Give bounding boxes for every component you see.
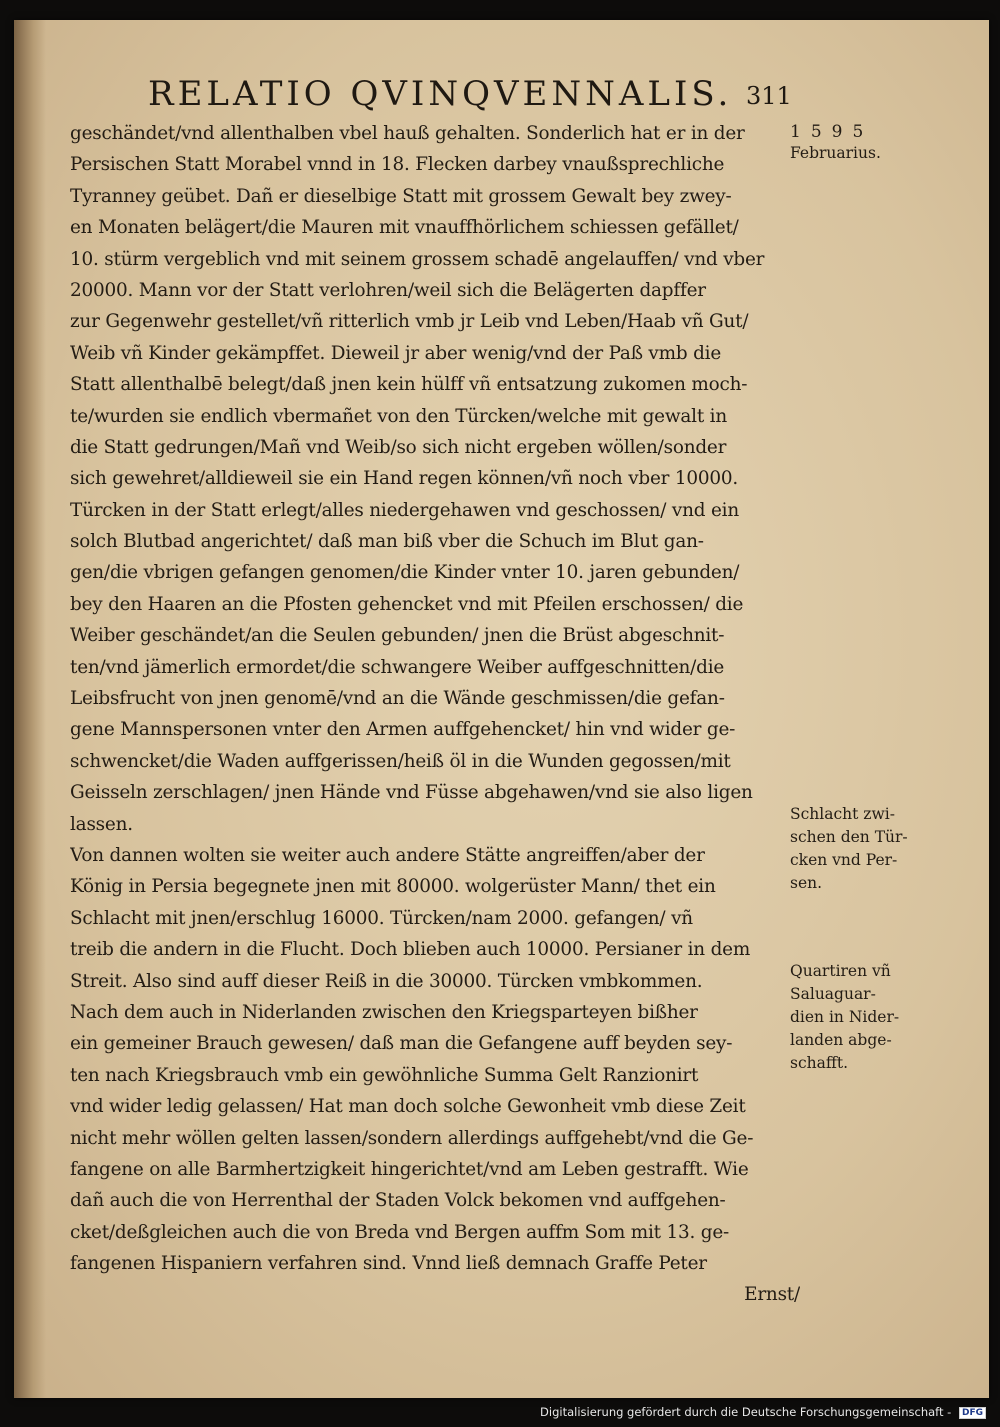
margin-note-line: landen abge- (790, 1031, 892, 1049)
text-line: fangene on alle Barmhertzigkeit hingerichtet/vnd am Leben gestrafft. Wie (70, 1158, 749, 1180)
text-line: Statt allenthalbē belegt/daß jnen kein hülff vñ entsatzung zukomen moch- (70, 374, 748, 396)
text-line: Weib vñ Kinder gekämpffet. Dieweil jr aber wenig/vnd der Paß vmb die (70, 342, 722, 364)
margin-note-line: dien in Nider- (790, 1008, 900, 1026)
text-line: Schlacht mit jnen/erschlug 16000. Türcken/nam 2000. gefangen/ vñ (70, 907, 693, 929)
text-line: Türcken in der Statt erlegt/alles niedergehawen vnd geschossen/ vnd ein (70, 499, 739, 521)
text-line: schwencket/die Waden auffgerissen/heiß öl in die Wunden gegossen/mit (70, 750, 731, 772)
text-line: die Statt gedrungen/Mañ vnd Weib/so sich nicht ergeben wöllen/sonder (70, 436, 727, 458)
catchword: Ernst/ (744, 1284, 800, 1306)
margin-year: 1595 (790, 122, 874, 142)
text-line: König in Persia begegnete jnen mit 80000. wolgerüster Mann/ thet ein (70, 876, 716, 898)
text-line: gen/die vbrigen gefangen genomen/die Kinder vnter 10. jaren gebunden/ (70, 562, 740, 584)
page-number: 311 (746, 82, 792, 110)
margin-note-line: schen den Tür- (790, 828, 908, 846)
dfg-logo-icon: DFG (959, 1407, 986, 1419)
text-line: gene Mannspersonen vnter den Armen auffgehencket/ hin vnd wider ge- (70, 719, 736, 741)
text-line: fangenen Hispaniern verfahren sind. Vnnd ließ demnach Graffe Peter (70, 1253, 707, 1275)
text-line: treib die andern in die Flucht. Doch blieben auch 10000. Persianer in dem (70, 939, 751, 961)
text-line: en Monaten belägert/die Mauren mit vnauffhörlichem schiessen gefället/ (70, 217, 739, 239)
text-line: Streit. Also sind auff dieser Reiß in die 30000. Türcken vmbkommen. (70, 970, 703, 992)
text-line: ein gemeiner Brauch gewesen/ daß man die Gefangene auff beyden sey- (70, 1033, 733, 1055)
text-line: Persischen Statt Morabel vnnd in 18. Flecken darbey vnaußsprechliche (70, 154, 725, 176)
text-line: Weiber geschändet/an die Seulen gebunden/ jnen die Brüst abgeschnit- (70, 625, 725, 647)
body-text (70, 118, 800, 1311)
text-line: vnd wider ledig gelassen/ Hat man doch solche Gewonheit vmb diese Zeit (70, 1096, 746, 1118)
text-line: Von dannen wolten sie weiter auch andere Stätte angreiffen/aber der (70, 844, 705, 866)
text-line: nicht mehr wöllen gelten lassen/sondern allerdings auffgehebt/vnd die Ge- (70, 1127, 754, 1149)
text-line: bey den Haaren an die Pfosten gehencket vnd mit Pfeilen erschossen/ die (70, 593, 744, 615)
text-line: geschändet/vnd allenthalben vbel hauß gehalten. Sonderlich hat er in der (70, 123, 745, 144)
text-line: lassen. (70, 813, 133, 835)
margin-note-line: Quartiren vñ (790, 962, 891, 980)
margin-note-line: Schlacht zwi- (790, 805, 895, 823)
margin-note-line: Saluaguar- (790, 985, 876, 1003)
footer-credit (540, 1405, 986, 1419)
margin-note-line: schafft. (790, 1054, 849, 1072)
text-line: ten nach Kriegsbrauch vmb ein gewöhnliche Summa Gelt Ranzionirt (70, 1064, 699, 1086)
margin-date (790, 122, 935, 165)
text-line: Leibsfrucht von jnen genomē/vnd an die Wände geschmissen/die gefan- (70, 688, 725, 710)
text-line: Tyranney geübet. Dañ er dieselbige Statt mit grossem Gewalt bey zwey- (70, 185, 732, 207)
text-line: te/wurden sie endlich vbermañet von den Türcken/welche mit gewalt in (70, 405, 728, 427)
text-line: sich gewehret/alldieweil sie ein Hand regen können/vñ noch vber 10000. (70, 468, 739, 490)
running-head: RELATIO QVINQVENNALIS. (148, 74, 733, 114)
text-line: 20000. Mann vor der Statt verlohren/weil sich die Belägerten dapffer (70, 279, 706, 301)
margin-note-quarter (790, 960, 935, 1075)
text-line: 10. stürm vergeblich vnd mit seinem grossem schadē angelauffen/ vnd vber (70, 248, 765, 270)
page-gutter-shadow (14, 20, 46, 1398)
margin-note-line: sen. (790, 874, 823, 892)
text-line: solch Blutbad angerichtet/ daß man biß vber die Schuch im Blut gan- (70, 531, 704, 553)
margin-note-battle (790, 803, 935, 895)
footer-credit-text: Digitalisierung gefördert durch die Deutsche Forschungsgemeinschaft - (540, 1405, 952, 1419)
text-line: dañ auch die von Herrenthal der Staden Volck bekomen vnd auffgehen- (70, 1190, 726, 1212)
text-line: ten/vnd jämerlich ermordet/die schwangere Weiber auffgeschnitten/die (70, 656, 725, 678)
text-line: Nach dem auch in Niderlanden zwischen den Kriegsparteyen bißher (70, 1001, 698, 1023)
margin-note-line: cken vnd Per- (790, 851, 898, 869)
text-line: Geisseln zerschlagen/ jnen Hände vnd Füsse abgehawen/vnd sie also ligen (70, 782, 753, 804)
text-line: zur Gegenwehr gestellet/vñ ritterlich vmb jr Leib vnd Leben/Haab vñ Gut/ (70, 311, 749, 333)
text-line: cket/deßgleichen auch die von Breda vnd Bergen auffm Som mit 13. ge- (70, 1221, 730, 1243)
margin-month: Februarius. (790, 144, 881, 162)
